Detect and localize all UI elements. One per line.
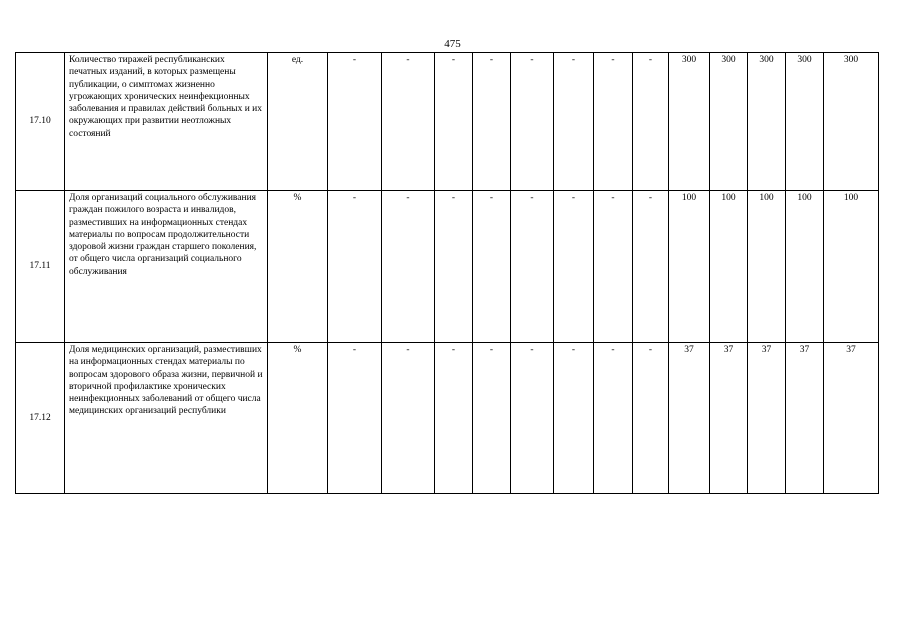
- table-row: [16, 53, 879, 191]
- value-cell: 100: [786, 191, 824, 343]
- value-cell: 100: [748, 191, 786, 343]
- value-cell: 300: [710, 53, 748, 191]
- indicators-table: [15, 52, 879, 494]
- value-cell: -: [554, 191, 594, 343]
- value-cell: 37: [748, 343, 786, 494]
- value-cell: -: [435, 343, 473, 494]
- value-cell: -: [594, 343, 633, 494]
- indicator-description: Количество тиражей республиканских печатных изданий, в которых размещены публикации, о симптомах жизненно угрожающих хронических неинфекционных заболевания и правилах действий больных и их окружающих при развитии неотложных состояний: [65, 53, 268, 191]
- value-cell: -: [511, 191, 554, 343]
- value-cell: 300: [669, 53, 710, 191]
- value-cell: 37: [786, 343, 824, 494]
- value-cell: -: [594, 53, 633, 191]
- page-number: 475: [444, 38, 461, 50]
- value-cell: -: [594, 191, 633, 343]
- value-cell: -: [511, 343, 554, 494]
- value-cell: -: [511, 53, 554, 191]
- value-cell: -: [382, 343, 435, 494]
- value-cell: -: [328, 191, 382, 343]
- value-cell: -: [554, 343, 594, 494]
- value-cell: -: [473, 191, 511, 343]
- unit-cell: %: [268, 343, 328, 494]
- value-cell: -: [633, 343, 669, 494]
- value-cell: 37: [824, 343, 879, 494]
- unit-cell: %: [268, 191, 328, 343]
- value-cell: -: [554, 53, 594, 191]
- value-cell: 37: [669, 343, 710, 494]
- value-cell: -: [633, 191, 669, 343]
- value-cell: -: [328, 343, 382, 494]
- value-cell: -: [435, 191, 473, 343]
- table-row: [16, 191, 879, 343]
- value-cell: -: [382, 53, 435, 191]
- table-row: [16, 343, 879, 494]
- value-cell: -: [473, 343, 511, 494]
- row-number: 17.11: [16, 191, 65, 343]
- row-number: 17.10: [16, 53, 65, 191]
- indicator-description: Доля медицинских организаций, разместивших на информационных стендах материалы по вопросам здорового образа жизни, первичной и вторичной профилактике хронических неинфекционных заболеваний от общего числа медицинских организаций республики: [65, 343, 268, 494]
- value-cell: -: [473, 53, 511, 191]
- value-cell: 100: [710, 191, 748, 343]
- value-cell: 300: [786, 53, 824, 191]
- value-cell: -: [435, 53, 473, 191]
- value-cell: 100: [824, 191, 879, 343]
- value-cell: -: [633, 53, 669, 191]
- row-number: 17.12: [16, 343, 65, 494]
- unit-cell: ед.: [268, 53, 328, 191]
- indicator-description: Доля организаций социального обслуживания граждан пожилого возраста и инвалидов, разместивших на информационных стендах материалы по вопросам продолжительности здоровой жизни граждан старшего поколения, от общего числа организаций социального обслуживания: [65, 191, 268, 343]
- value-cell: 37: [710, 343, 748, 494]
- value-cell: -: [382, 191, 435, 343]
- value-cell: 300: [748, 53, 786, 191]
- value-cell: 100: [669, 191, 710, 343]
- value-cell: 300: [824, 53, 879, 191]
- value-cell: -: [328, 53, 382, 191]
